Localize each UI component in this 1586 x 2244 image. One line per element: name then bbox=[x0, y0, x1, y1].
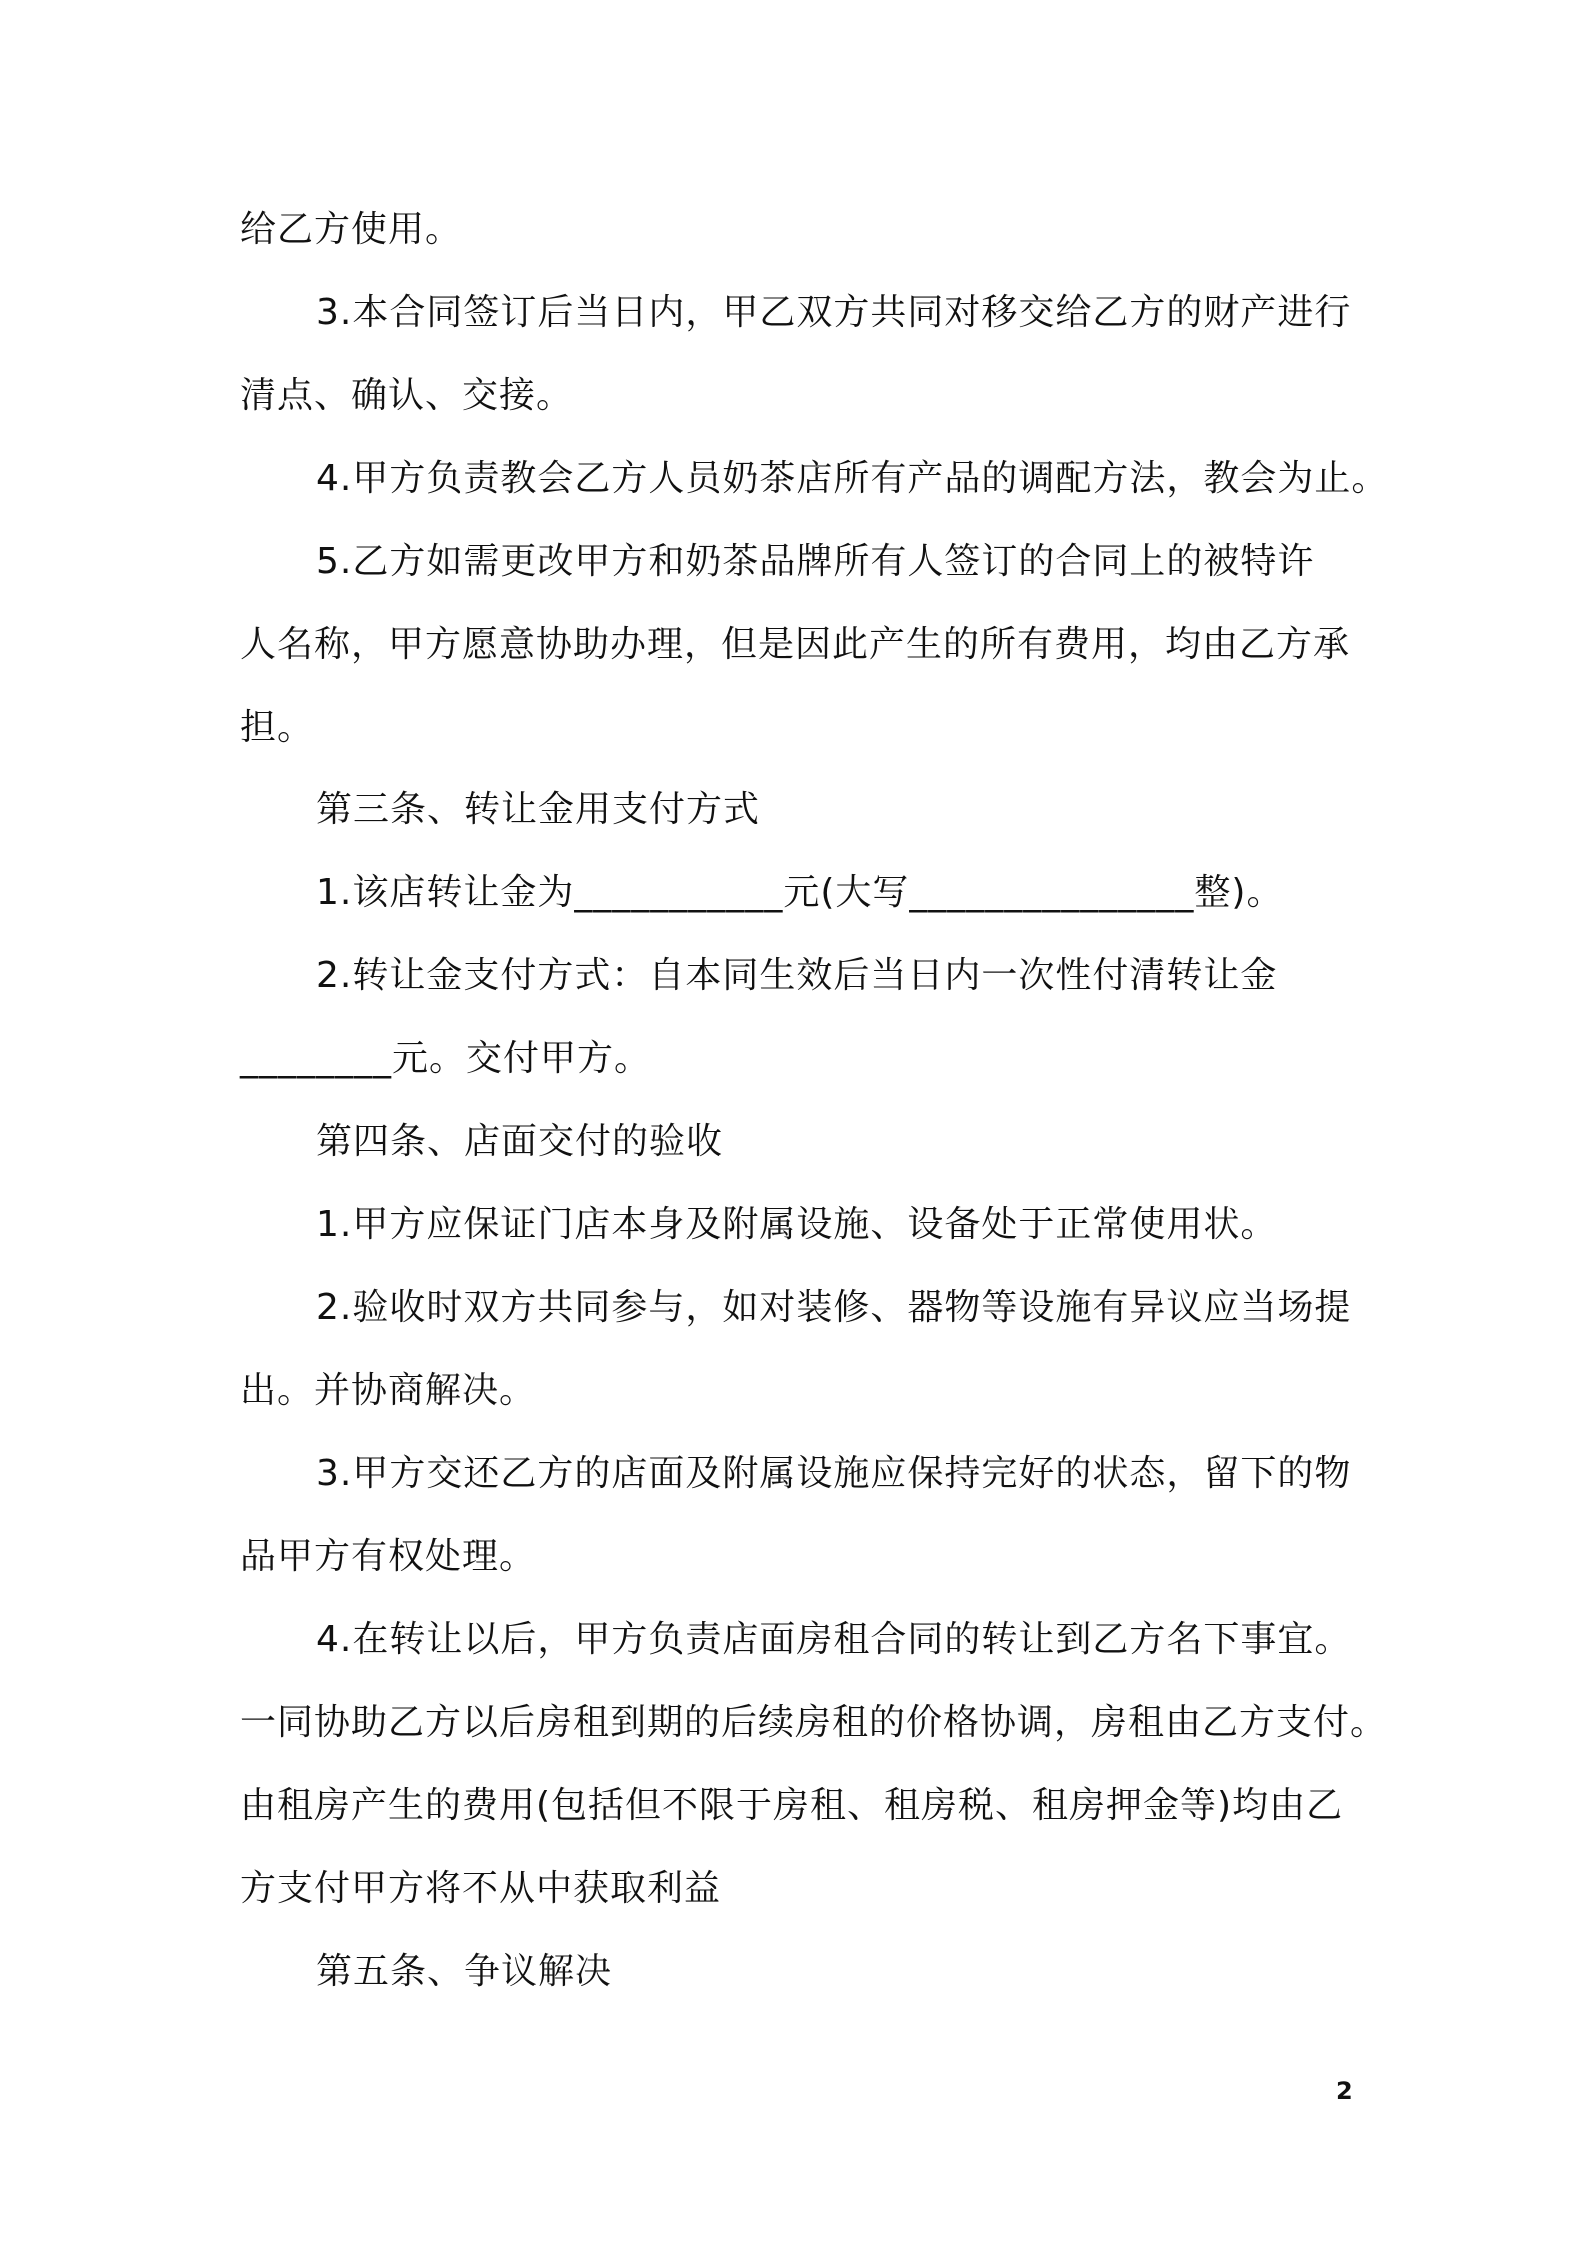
text-line-2: 3.本合同签订后当日内，甲乙双方共同对移交给乙方的财产进行 bbox=[316, 292, 1352, 333]
section-heading-3: 第三条、转让金用支付方式 bbox=[316, 789, 761, 830]
text-line-19: 一同协助乙方以后房租到期的后续房租的价格协调，房租由乙方支付。 bbox=[240, 1702, 1388, 1743]
text-line-18: 4.在转让以后，甲方负责店面房租合同的转让到乙方名下事宜。 bbox=[316, 1619, 1352, 1660]
text-line-7: 担。 bbox=[240, 707, 315, 748]
text-line-1: 给乙方使用。 bbox=[240, 209, 463, 250]
text-line-16: 3.甲方交还乙方的店面及附属设施应保持完好的状态，留下的物 bbox=[316, 1453, 1352, 1494]
text-line-13: 1.甲方应保证门店本身及附属设施、设备处于正常使用状。 bbox=[316, 1204, 1278, 1245]
text-line-20: 由租房产生的费用(包括但不限于房租、租房税、租房押金等)均由乙 bbox=[240, 1785, 1344, 1826]
text-line-5: 5.乙方如需更改甲方和奶茶品牌所有人签订的合同上的被特许 bbox=[316, 541, 1315, 582]
text-line-17: 品甲方有权处理。 bbox=[240, 1536, 537, 1577]
text-line-4: 4.甲方负责教会乙方人员奶茶店所有产品的调配方法，教会为止。 bbox=[316, 458, 1389, 499]
section-heading-4: 第四条、店面交付的验收 bbox=[316, 1121, 724, 1162]
page-number: 2 bbox=[1336, 2077, 1353, 2105]
text-line-9: 1.该店转让金为___________元(大写_______________整)。 bbox=[316, 872, 1284, 913]
text-line-6: 人名称，甲方愿意协助办理，但是因此产生的所有费用，均由乙方承 bbox=[240, 624, 1351, 665]
text-line-10: 2.转让金支付方式：自本同生效后当日内一次性付清转让金 bbox=[316, 955, 1278, 996]
section-heading-5: 第五条、争议解决 bbox=[316, 1951, 613, 1992]
text-line-3: 清点、确认、交接。 bbox=[240, 375, 574, 416]
text-line-21: 方支付甲方将不从中获取利益 bbox=[240, 1868, 722, 1909]
text-line-14: 2.验收时双方共同参与，如对装修、器物等设施有异议应当场提 bbox=[316, 1287, 1352, 1328]
text-line-15: 出。并协商解决。 bbox=[240, 1370, 537, 1411]
text-line-11: ________元。交付甲方。 bbox=[240, 1038, 652, 1079]
